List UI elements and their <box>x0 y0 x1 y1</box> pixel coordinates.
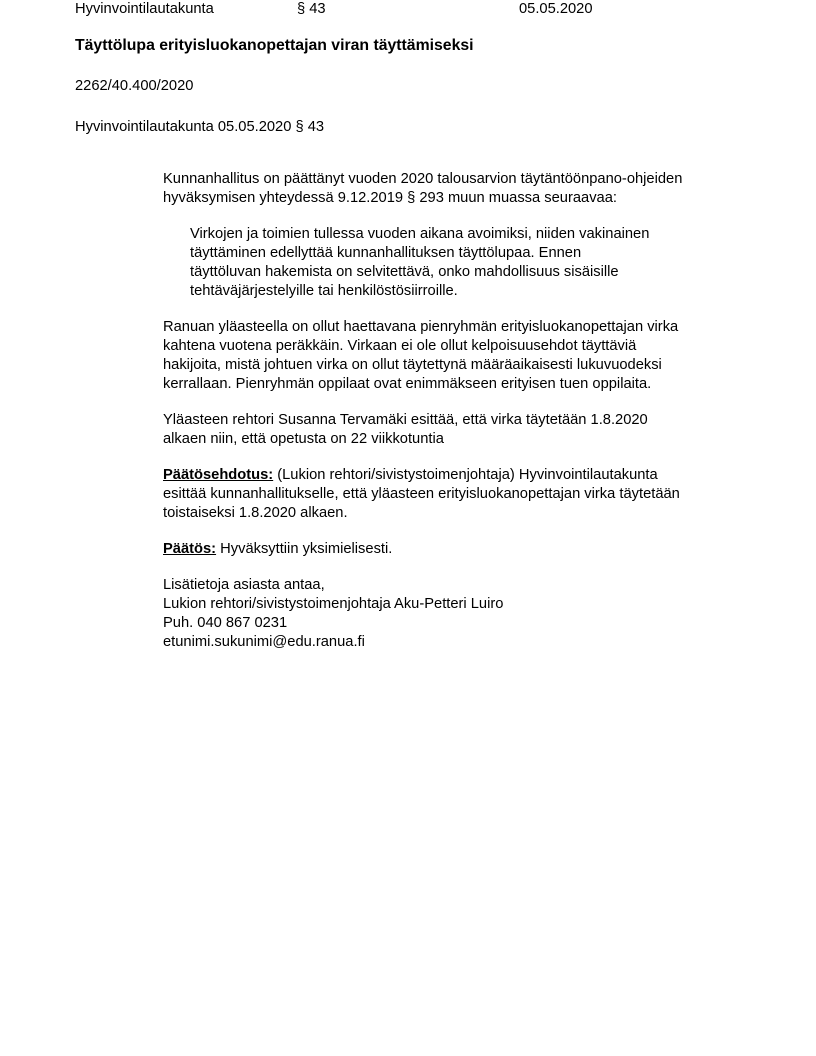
page-title: Täyttölupa erityisluokanopettajan viran täyttämiseksi <box>75 37 474 54</box>
background-paragraph <box>163 318 763 394</box>
text-line: kahtena vuotena peräkkäin. Virkaan ei ole ollut kelpoisuusehdot täyttäviä <box>163 338 637 354</box>
intro-paragraph <box>163 170 763 208</box>
text-line <box>163 466 763 485</box>
text-line: hyväksymisen yhteydessä 9.12.2019 § 293 muun muassa seuraavaa: <box>163 190 617 206</box>
document-header <box>0 0 816 19</box>
header-date: 05.05.2020 <box>519 1 593 17</box>
text-line: Ranuan yläasteella on ollut haettavana pienryhmän erityisluokanopettajan virka <box>163 319 679 335</box>
text-line: tehtäväjärjestelyille tai henkilöstösiirroille. <box>190 283 458 299</box>
decision-text-body <box>163 170 763 652</box>
text-line: hakijoita, mistä johtuen virka on ollut täytettynä määräaikaisesti lukuvuodeksi <box>163 357 662 373</box>
text-line: kerrallaan. Pienryhmän oppilaat ovat enimmäkseen erityisen tuen oppilaita. <box>163 376 652 392</box>
decision-proposal-label: Päätösehdotus: <box>163 467 274 483</box>
text-line: alkaen niin, että opetusta on 22 viikkotuntia <box>163 431 444 447</box>
text-line: Virkojen ja toimien tullessa vuoden aikana avoimiksi, niiden vakinainen <box>190 226 650 242</box>
contact-person-line: Lukion rehtori/sivistystoimenjohtaja Aku-Petteri Luiro <box>163 596 504 612</box>
decision-proposal-paragraph <box>163 466 763 523</box>
text-line: Kunnanhallitus on päättänyt vuoden 2020 talousarvion täytäntöönpano-ohjeiden <box>163 171 683 187</box>
case-number: 2262/40.400/2020 <box>75 78 194 94</box>
decision-paragraph <box>163 540 763 559</box>
decision-text: Hyväksyttiin yksimielisesti. <box>216 541 393 557</box>
header-committee-name: Hyvinvointilautakunta <box>75 1 214 17</box>
meeting-reference: Hyvinvointilautakunta 05.05.2020 § 43 <box>75 119 325 135</box>
text-line: esittää kunnanhallitukselle, että yläasteen erityisluokanopettajan virka täytetään <box>163 486 680 502</box>
text-line: Yläasteen rehtori Susanna Tervamäki esittää, että virka täytetään 1.8.2020 <box>163 412 648 428</box>
text-line: täyttäminen edellyttää kunnanhallituksen täyttölupaa. Ennen <box>190 245 582 261</box>
contact-email-line: etunimi.sukunimi@edu.ranua.fi <box>163 634 365 650</box>
quoted-regulation <box>190 225 763 301</box>
contact-info <box>163 576 763 652</box>
decision-proposal-text: (Lukion rehtori/sivistystoimenjohtaja) Hyvinvointilautakunta <box>273 467 658 483</box>
text-line <box>163 540 763 559</box>
header-section-number: § 43 <box>297 1 326 17</box>
proposal-basis-paragraph <box>163 411 763 449</box>
text-line: toistaiseksi 1.8.2020 alkaen. <box>163 505 348 521</box>
decision-label: Päätös: <box>163 541 217 557</box>
contact-phone-line: Puh. 040 867 0231 <box>163 615 288 631</box>
text-line: täyttöluvan hakemista on selvitettävä, onko mahdollisuus sisäisille <box>190 264 619 280</box>
contact-intro-line: Lisätietoja asiasta antaa, <box>163 577 325 593</box>
